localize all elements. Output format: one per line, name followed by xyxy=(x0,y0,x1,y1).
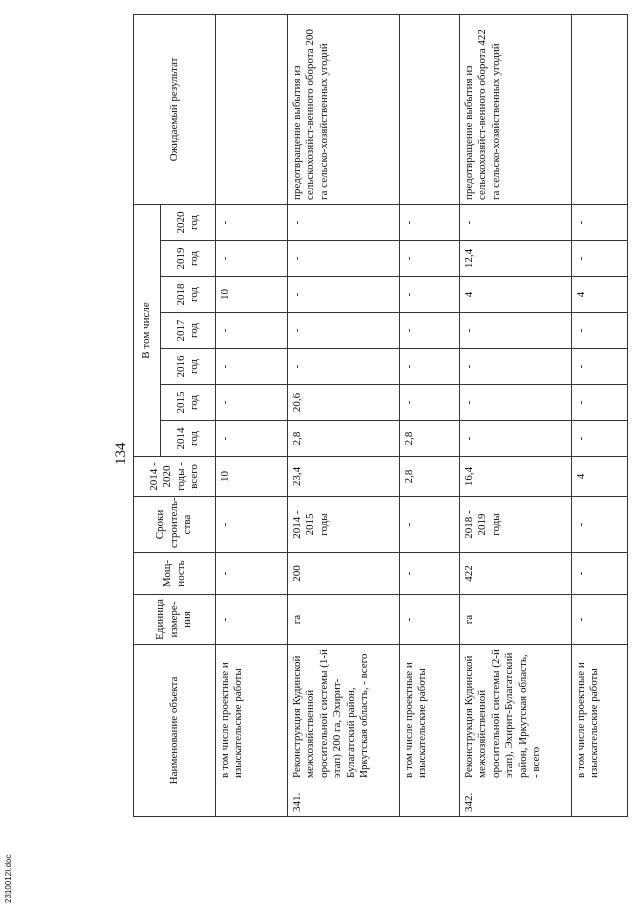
header-year: 2014 год xyxy=(161,421,216,457)
unit-cell: - xyxy=(216,595,288,645)
year-value: - xyxy=(572,349,628,385)
terms-cell: - xyxy=(216,497,288,553)
year-value: 2,8 xyxy=(400,421,460,457)
row-position: 342. xyxy=(463,792,475,812)
object-name-cell xyxy=(572,645,628,817)
unit-cell: - xyxy=(572,595,628,645)
row-position: 341. xyxy=(291,792,303,812)
unit-cell: га xyxy=(460,595,572,645)
object-name-cell xyxy=(216,645,288,817)
table-row xyxy=(572,14,628,816)
year-value: - xyxy=(216,421,288,457)
table-row xyxy=(216,14,288,816)
object-name: Реконструкция Кудинской межхозяйственной оросительной системы (2-й этап), Эхирит-Булагатский район, Иркутская область, - всего xyxy=(463,649,543,778)
year-value: - xyxy=(460,349,572,385)
header-year: 2019 год xyxy=(161,241,216,277)
year-value: - xyxy=(572,421,628,457)
year-value: - xyxy=(400,349,460,385)
header-total: 2014 - 2020 годы - всего xyxy=(134,457,216,497)
year-value: - xyxy=(288,241,400,277)
terms-cell: 2014 - 2015 годы xyxy=(288,497,400,553)
header-capacity: Мощ-ность xyxy=(134,553,216,595)
capacity-cell: 422 xyxy=(460,553,572,595)
header-name: Наименование объекта xyxy=(134,645,216,817)
page-number: 134 xyxy=(113,442,129,465)
year-value: - xyxy=(460,421,572,457)
year-value: - xyxy=(572,385,628,421)
header-terms: Сроки строитель-ства xyxy=(134,497,216,553)
year-value: - xyxy=(400,204,460,240)
investment-table xyxy=(133,14,628,817)
year-value: - xyxy=(288,313,400,349)
result-cell xyxy=(572,14,628,204)
table-row xyxy=(288,14,400,816)
year-value: 10 xyxy=(216,277,288,313)
header-year: 2020 год xyxy=(161,204,216,240)
unit-cell: - xyxy=(400,595,460,645)
year-value: - xyxy=(572,313,628,349)
year-value: - xyxy=(460,204,572,240)
total-cell: 16,4 xyxy=(460,457,572,497)
row-position xyxy=(403,786,430,812)
header-unit: Единица измере-ния xyxy=(134,595,216,645)
year-value: - xyxy=(400,277,460,313)
terms-cell: - xyxy=(400,497,460,553)
year-value: - xyxy=(400,241,460,277)
header-result: Ожидаемый результат xyxy=(134,14,216,204)
total-cell: 2,8 xyxy=(400,457,460,497)
capacity-cell: - xyxy=(216,553,288,595)
year-value: 4 xyxy=(572,277,628,313)
header-year: 2018 год xyxy=(161,277,216,313)
year-value: - xyxy=(460,385,572,421)
result-cell: предотвращение выбытия из сельскохозяйст-венного оборота 200 га сельско-хозяйственных угодий xyxy=(288,14,400,204)
year-value: - xyxy=(216,241,288,277)
row-position xyxy=(219,786,246,812)
capacity-cell: 200 xyxy=(288,553,400,595)
total-cell: 23,4 xyxy=(288,457,400,497)
year-value: - xyxy=(460,313,572,349)
result-cell xyxy=(400,14,460,204)
year-value: - xyxy=(400,385,460,421)
object-name-cell xyxy=(288,645,400,817)
year-value: 12,4 xyxy=(460,241,572,277)
file-footer: 2310012I.doc xyxy=(4,854,13,903)
capacity-cell: - xyxy=(572,553,628,595)
object-name: в том числе проектные и изыскательские работы xyxy=(219,662,245,778)
year-value: 20,6 xyxy=(288,385,400,421)
year-value: - xyxy=(572,241,628,277)
header-year: 2015 год xyxy=(161,385,216,421)
row-position xyxy=(575,786,602,812)
object-name-cell xyxy=(460,645,572,817)
year-value: 2,8 xyxy=(288,421,400,457)
year-value: - xyxy=(216,204,288,240)
header-year: 2016 год xyxy=(161,349,216,385)
object-name: в том числе проектные и изыскательские работы xyxy=(575,662,601,778)
year-value: - xyxy=(288,204,400,240)
object-name: Реконструкция Кудинской межхозяйственной оросительной системы (1-й этап) 200 га, Эхирит-Булагатский район, Иркутская область, - всего xyxy=(291,649,371,778)
terms-cell: 2018 - 2019 годы xyxy=(460,497,572,553)
capacity-cell: - xyxy=(400,553,460,595)
year-value: - xyxy=(216,313,288,349)
year-value: - xyxy=(216,385,288,421)
header-including: В том числе xyxy=(134,204,161,456)
unit-cell: га xyxy=(288,595,400,645)
table-row xyxy=(400,14,460,816)
year-value: - xyxy=(288,277,400,313)
total-cell: 10 xyxy=(216,457,288,497)
total-cell: 4 xyxy=(572,457,628,497)
object-name: в том числе проектные и изыскательские работы xyxy=(403,662,429,778)
year-value: - xyxy=(216,349,288,385)
header-year: 2017 год xyxy=(161,313,216,349)
result-cell xyxy=(216,14,288,204)
header-row xyxy=(134,14,161,816)
year-value: - xyxy=(400,313,460,349)
year-value: - xyxy=(572,204,628,240)
year-value: - xyxy=(288,349,400,385)
object-name-cell xyxy=(400,645,460,817)
year-value: 4 xyxy=(460,277,572,313)
table-row xyxy=(460,14,572,816)
result-cell: предотвращение выбытия из сельскохозяйст-венного оборота 422 га сельско-хозяйственных угодий xyxy=(460,14,572,204)
terms-cell: - xyxy=(572,497,628,553)
